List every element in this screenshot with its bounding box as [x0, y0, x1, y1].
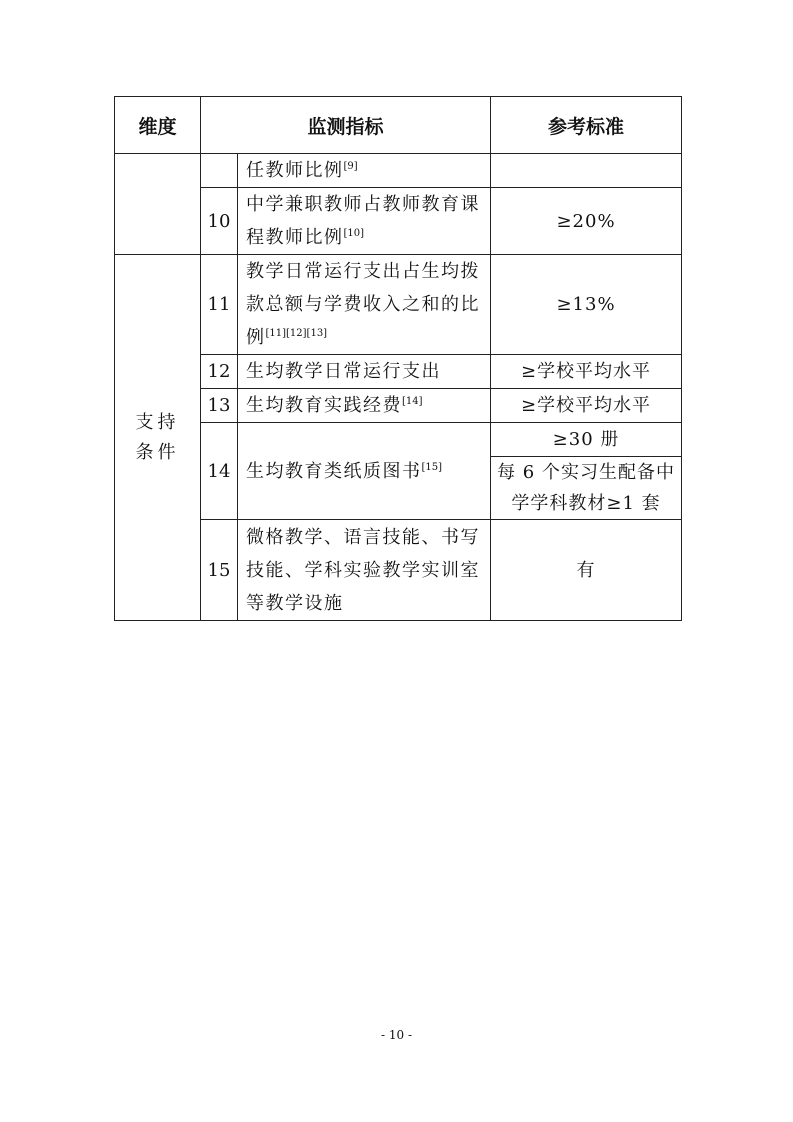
standard-cell	[491, 154, 682, 188]
indicator-text: 中学兼职教师占教师教育课程教师比例	[246, 194, 480, 248]
table-row	[115, 188, 682, 255]
row-number: 10	[201, 188, 238, 255]
indicator-text: 生均教学日常运行支出	[246, 361, 441, 382]
indicator-text: 任教师比例	[246, 160, 344, 181]
row-number: 14	[201, 423, 238, 520]
standard-cell: 每 6 个实习生配备中学学科教材≥1 套	[491, 457, 682, 520]
dimension-label-line1: 支持	[135, 411, 180, 433]
standard-cell: ≥20%	[491, 188, 682, 255]
table-row	[115, 423, 682, 457]
standard-cell: ≥学校平均水平	[491, 355, 682, 389]
citation: [15]	[421, 461, 443, 473]
row-number	[201, 154, 238, 188]
row-number: 13	[201, 389, 238, 423]
indicator-cell	[238, 423, 491, 520]
standard-cell: ≥30 册	[491, 423, 682, 457]
standard-cell: 有	[491, 520, 682, 621]
indicator-text: 生均教育实践经费	[246, 395, 402, 416]
dimension-cell-continued	[115, 154, 201, 255]
page-number: - 10 -	[380, 1028, 412, 1042]
indicator-text: 微格教学、语言技能、书写技能、学科实验教学实训室等教学设施	[246, 526, 480, 614]
header-dimension: 维度	[115, 97, 201, 154]
table-row	[115, 520, 682, 621]
indicator-text: 生均教育类纸质图书	[246, 460, 422, 482]
row-number: 15	[201, 520, 238, 621]
row-number: 12	[201, 355, 238, 389]
monitoring-indicator-table	[114, 96, 682, 621]
header-standard: 参考标准	[491, 97, 682, 154]
dimension-label-line2: 条件	[135, 441, 180, 463]
citation: [9]	[343, 161, 358, 172]
table-row	[115, 389, 682, 423]
citation: [11][12][13]	[265, 328, 328, 339]
indicator-cell	[238, 255, 491, 355]
citation: [10]	[343, 228, 365, 239]
table-row	[115, 255, 682, 355]
header-indicator: 监测指标	[201, 97, 491, 154]
indicator-cell	[238, 389, 491, 423]
standard-cell: ≥13%	[491, 255, 682, 355]
table-row	[115, 355, 682, 389]
citation: [14]	[402, 396, 423, 407]
indicator-cell	[238, 154, 491, 188]
row-number: 11	[201, 255, 238, 355]
dimension-cell-support	[115, 255, 201, 621]
indicator-cell	[238, 355, 491, 389]
table-header-row	[115, 97, 682, 154]
table-row	[115, 154, 682, 188]
indicator-cell	[238, 188, 491, 255]
indicator-text: 教学日常运行支出占生均拨款总额与学费收入之和的比例	[246, 261, 480, 348]
indicator-cell	[238, 520, 491, 621]
standard-cell: ≥学校平均水平	[491, 389, 682, 423]
